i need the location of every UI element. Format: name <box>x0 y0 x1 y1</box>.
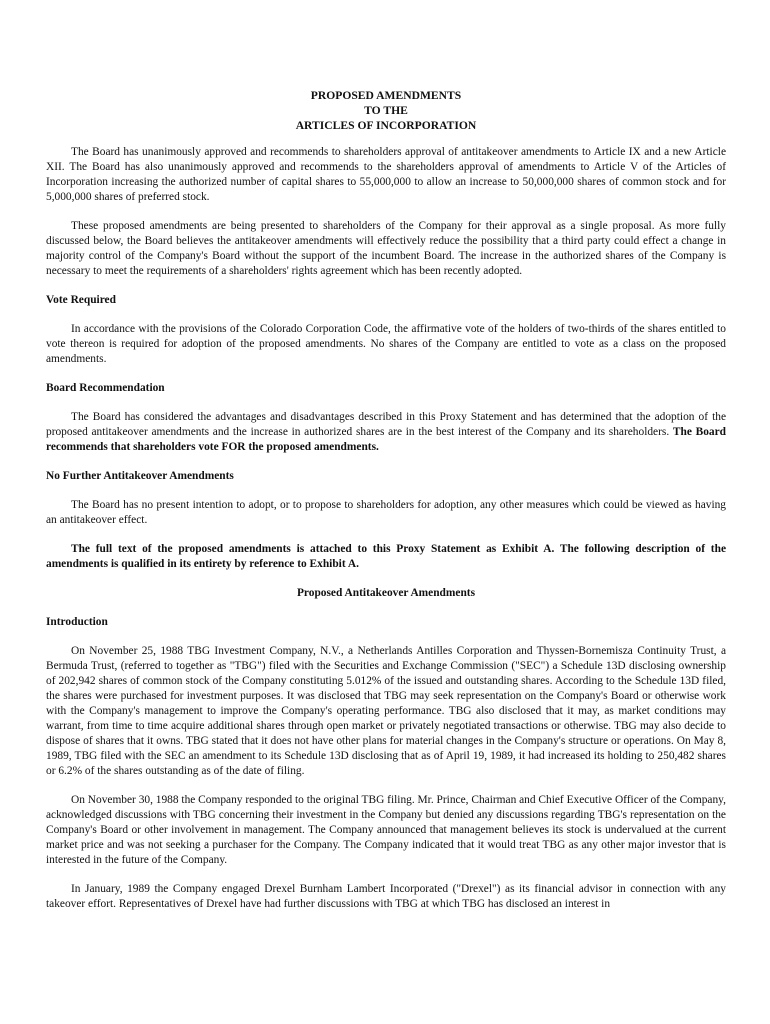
title-line-3: ARTICLES OF INCORPORATION <box>295 119 477 132</box>
paragraph-single-proposal: These proposed amendments are being presented to shareholders of the Company for their approval as a single proposal. As more fully discussed below, the Board believes the antitakeover amendments will effectively reduce the possibility that a third party could effect a change in majority control of the Company's Board without the support of the incumbent Board. The increase in the authorized shares of the Company is necessary to meet the requirements of a shareholders' rights agreement which has been recently adopted. <box>46 220 726 277</box>
section-heading-vote-required: Vote Required <box>46 294 116 306</box>
paragraph-amendments-approval: The Board has unanimously approved and recommends to shareholders approval of antitakeover amendments to Article IX and a new Article XII. The Board has also unanimously approved and recommends to the shareholders approval of amendments to Article V of the Articles of Incorporation increasing the authorized number of capital shares to 55,000,000 to allow an increase to 50,000,000 shares of common stock and for 5,000,000 shares of preferred stock. <box>46 146 726 203</box>
section-heading-introduction: Introduction <box>46 616 108 628</box>
paragraph-no-further: The Board has no present intention to adopt, or to propose to shareholders for adoption, any other measures which could be viewed as having an antitakeover effect. <box>46 499 726 526</box>
paragraph-exhibit-a: The full text of the proposed amendments is attached to this Proxy Statement as Exhibit A. The following description of the amendments is qualified in its entirety by reference to Exhibit A. <box>46 543 726 570</box>
section-heading-board-recommendation: Board Recommendation <box>46 382 165 394</box>
section-heading-proposed-amendments: Proposed Antitakeover Amendments <box>296 587 476 599</box>
paragraph-intro-response: On November 30, 1988 the Company responded to the original TBG filing. Mr. Prince, Chairman and Chief Executive Officer of the Company, acknowledged discussions with TBG concerning their investment in the Company but denied any discussions regarding TBG's representation on the Company's Board or other involvement in management. The Company announced that management believes its stock is undervalued at the current market price and was not seeking a purchaser for the Company. The Company indicated that it would treat TBG as any other major investor that is interested in the future of the Company. <box>46 794 726 866</box>
section-heading-no-further: No Further Antitakeover Amendments <box>46 470 234 482</box>
document-page <box>46 88 726 926</box>
paragraph-vote-required: In accordance with the provisions of the Colorado Corporation Code, the affirmative vote of the holders of two-thirds of the shares entitled to vote thereon is required for adoption of the proposed amendments. No shares of the Company are entitled to vote as a class on the proposed amendments. <box>46 323 726 365</box>
document-title <box>46 88 726 133</box>
board-recommendation-text: The Board has considered the advantages and disadvantages described in this Proxy Statement and has determined that the adoption of the proposed antitakeover amendments and the increase in authorized shares are in the best interest of the Company and its shareholders. <box>46 411 726 438</box>
paragraph-board-recommendation <box>46 410 726 455</box>
board-recommendation-bold: The Board recommends that shareholders vote FOR the proposed amendments. <box>46 426 726 453</box>
paragraph-intro-drexel: In January, 1989 the Company engaged Drexel Burnham Lambert Incorporated ("Drexel") as its financial advisor in connection with any takeover effort. Representatives of Drexel have had further discussions with TBG at which TBG has disclosed an interest in <box>46 883 726 910</box>
title-line-2: TO THE <box>364 104 408 117</box>
paragraph-intro-tbg: On November 25, 1988 TBG Investment Company, N.V., a Netherlands Antilles Corporation and Thyssen-Bornemisza Continuity Trust, a Bermuda Trust, (referred to together as "TBG") filed with the Securities and Exchange Commission ("SEC") a Schedule 13D disclosing ownership of 202,942 shares of common stock of the Company constituting 5.012% of the issued and outstanding shares. According to the Schedule 13D filed, the shares were purchased for investment purposes. It was disclosed that TBG may seek representation on the Company's Board or otherwise work with the Company's management to improve the Company's operating performance. TBG also disclosed that it may, as market conditions may warrant, from time to time acquire additional shares through open market or privately negotiated transactions or otherwise. TBG may also decide to dispose of shares that it owns. TBG stated that it does not have other plans for material changes in the Company's structure or operations. On May 8, 1989, TBG filed with the SEC an amendment to its Schedule 13D disclosing that as of April 19, 1989, it had increased its holding to 250,482 shares or 6.2% of the shares outstanding as of the date of filing. <box>46 645 726 777</box>
title-line-1: PROPOSED AMENDMENTS <box>310 89 462 102</box>
